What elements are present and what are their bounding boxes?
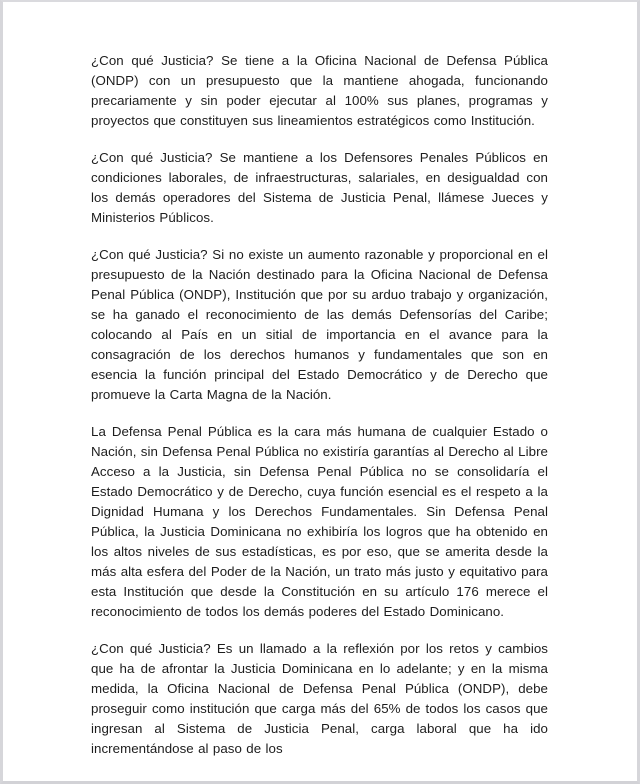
paragraph-aumento-presupuesto-nacion: ¿Con qué Justicia? Si no existe un aumento razonable y proporcional en el presupuesto de la Nación destinado para la Oficina Nacional de Defensa Penal Pública (ONDP), Institución que por su arduo trabajo y organización, se ha ganado el reconocimiento de las demás Defensorías del Caribe; colocando al País en un sitial de importancia en el avance para la consagración de los derechos humanos y fundamentales que son en esencia la función principal del Estado Democrático y de Derecho que promueve la Carta Magna de la Nación. (91, 247, 548, 402)
paragraph-defensores-penales-condiciones: ¿Con qué Justicia? Se mantiene a los Defensores Penales Públicos en condiciones laborales, de infraestructuras, salariales, en desigualdad con los demás operadores del Sistema de Justicia Penal, llámese Jueces y Ministerios Públicos. (91, 150, 548, 225)
paragraph-defensa-penal-publica-cara-humana: La Defensa Penal Pública es la cara más humana de cualquier Estado o Nación, sin Defensa Penal Pública no existiría garantías al Derecho al Libre Acceso a la Justicia, sin Defensa Penal Pública no se consolidaría el Estado Democrático y de Derecho, cuya función esencial es el respeto a la Dignidad Humana y los Derechos Fundamentales. Sin Defensa Penal Pública, la Justicia Dominicana no exhibiría los logros que ha obtenido en los altos niveles de sus estadísticas, es por eso, que se amerita desde la más alta esfera del Poder de la Nación, un trato más justo y equitativo para esta Institución que desde la Constitución en su artículo 176 merece el reconocimiento de todos los demás poderes del Estado Dominicano. (91, 424, 548, 619)
document-text-block (91, 51, 548, 759)
paragraph-con-que-justicia-presupuesto: ¿Con qué Justicia? Se tiene a la Oficina Nacional de Defensa Pública (ONDP) con un presupuesto que la mantiene ahogada, funcionando precariamente y sin poder ejecutar al 100% sus planes, programas y proyectos que constituyen sus lineamientos estratégicos como Institución. (91, 53, 548, 128)
paragraph-llamado-reflexion-carga-laboral: ¿Con qué Justicia? Es un llamado a la reflexión por los retos y cambios que ha de afrontar la Justicia Dominicana en lo adelante; y en la misma medida, la Oficina Nacional de Defensa Penal Pública (ONDP), debe proseguir como institución que carga más del 65% de todos los casos que ingresan al Sistema de Justicia Penal, carga laboral que ha ido incrementándose al paso de los (91, 641, 548, 756)
